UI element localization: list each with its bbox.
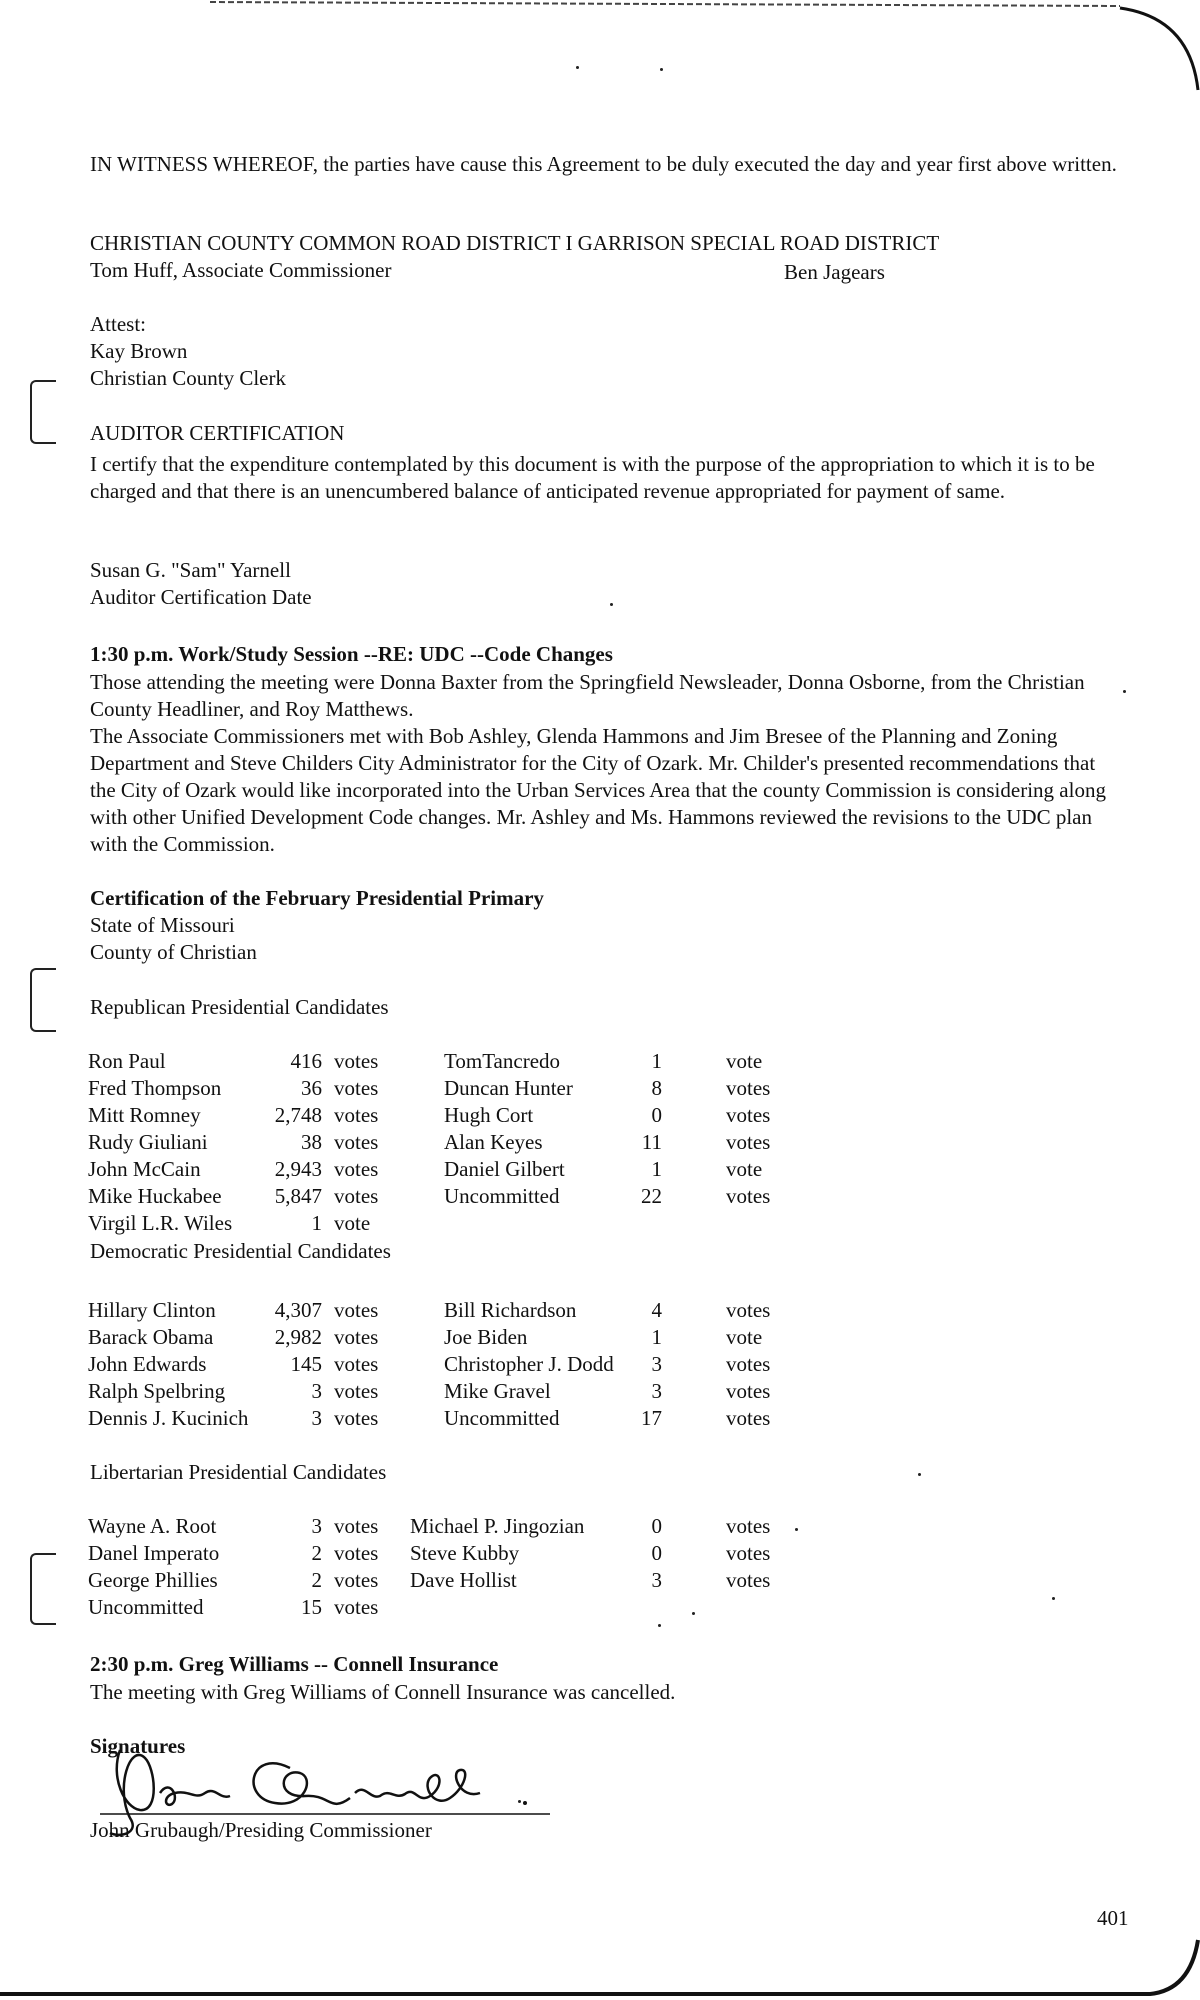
session-heading: 1:30 p.m. Work/Study Session --RE: UDC --Code Changes bbox=[90, 642, 613, 666]
candidate-name: Duncan Hunter bbox=[444, 1076, 573, 1100]
candidate-name: Steve Kubby bbox=[410, 1541, 520, 1565]
vote-count: 2,982 bbox=[274, 1325, 322, 1349]
candidate-name: Dennis J. Kucinich bbox=[88, 1406, 249, 1430]
vote-unit: votes bbox=[334, 1130, 379, 1154]
vote-unit: votes bbox=[726, 1103, 771, 1127]
vote-unit: vote bbox=[334, 1211, 371, 1235]
vote-count: 1 bbox=[651, 1325, 662, 1349]
vote-count: 0 bbox=[651, 1541, 662, 1565]
candidate-name: John Edwards bbox=[88, 1352, 207, 1376]
vote-unit: votes bbox=[726, 1130, 771, 1154]
vote-count: 1 bbox=[651, 1157, 662, 1181]
candidate-name: Uncommitted bbox=[88, 1595, 204, 1619]
vote-count: 0 bbox=[651, 1103, 662, 1127]
vote-count: 8 bbox=[651, 1076, 662, 1100]
auditor-name: Susan G. "Sam" Yarnell bbox=[90, 558, 291, 582]
certification-county: County of Christian bbox=[90, 940, 257, 964]
vote-unit: votes bbox=[334, 1184, 379, 1208]
signer-left: Tom Huff, Associate Commissioner bbox=[90, 258, 392, 282]
candidate-name: Alan Keyes bbox=[444, 1130, 543, 1154]
vote-unit: votes bbox=[334, 1352, 379, 1376]
republican-heading: Republican Presidential Candidates bbox=[90, 995, 389, 1019]
vote-count: 38 bbox=[301, 1130, 322, 1154]
scan-speck bbox=[1052, 1597, 1055, 1600]
vote-count: 2 bbox=[311, 1568, 322, 1592]
candidate-name: Danel Imperato bbox=[88, 1541, 220, 1565]
signature-caption: John Grubaugh/Presiding Commissioner bbox=[90, 1818, 432, 1842]
vote-count: 11 bbox=[641, 1130, 662, 1154]
vote-count: 1 bbox=[651, 1049, 662, 1073]
candidate-name: Hugh Cort bbox=[444, 1103, 534, 1127]
vote-count: 3 bbox=[651, 1568, 662, 1592]
candidate-name: Uncommitted bbox=[444, 1406, 560, 1430]
vote-unit: votes bbox=[334, 1103, 379, 1127]
vote-unit: votes bbox=[334, 1049, 379, 1073]
vote-unit: votes bbox=[334, 1595, 379, 1619]
candidate-name: Virgil L.R. Wiles bbox=[88, 1211, 233, 1235]
scan-speck bbox=[610, 603, 613, 606]
session-summary: The Associate Commissioners met with Bob Ashley, Glenda Hammons and Jim Bresee of the Planning and Zoning Department and Steve Childers City Administrator for the City of Ozark. Mr. Childer's presented recommendations that the City of Ozark would like incorporated into the Urban Services Area that the county Commission is considering along with other Unified Development Code changes. Mr. Ashley and Ms. Hammons reviewed the revisions to the UDC plan with the Commission. bbox=[90, 724, 1106, 856]
auditor-text: I certify that the expenditure contemplated by this document is with the purpose of the appropriation to which it is to be charged and that there is an unencumbered balance of anticipated revenue appropriated for payment of same. bbox=[90, 452, 1095, 503]
vote-unit: vote bbox=[726, 1157, 763, 1181]
vote-unit: votes bbox=[334, 1568, 379, 1592]
candidate-name: Michael P. Jingozian bbox=[410, 1514, 585, 1538]
signer-right: Ben Jagears bbox=[784, 260, 885, 284]
vote-count: 3 bbox=[311, 1514, 322, 1538]
districts-line: CHRISTIAN COUNTY COMMON ROAD DISTRICT I GARRISON SPECIAL ROAD DISTRICT bbox=[90, 231, 940, 255]
vote-count: 4 bbox=[651, 1298, 662, 1322]
vote-count: 3 bbox=[311, 1406, 322, 1430]
candidate-name: George Phillies bbox=[88, 1568, 218, 1592]
vote-unit: votes bbox=[726, 1406, 771, 1430]
margin-bracket bbox=[30, 968, 56, 1032]
vote-count: 2,943 bbox=[274, 1157, 322, 1181]
vote-count: 3 bbox=[651, 1379, 662, 1403]
scan-speck bbox=[1123, 690, 1126, 693]
candidate-name: Ron Paul bbox=[88, 1049, 166, 1073]
scan-speck bbox=[918, 1473, 921, 1476]
candidate-name: Bill Richardson bbox=[444, 1298, 577, 1322]
candidate-name: Ralph Spelbring bbox=[88, 1379, 226, 1403]
candidate-name: Fred Thompson bbox=[88, 1076, 222, 1100]
vote-count: 416 bbox=[290, 1049, 322, 1073]
vote-count: 17 bbox=[641, 1406, 662, 1430]
vote-count: 2,748 bbox=[274, 1103, 322, 1127]
vote-unit: votes bbox=[726, 1541, 771, 1565]
vote-unit: votes bbox=[334, 1298, 379, 1322]
vote-count: 5,847 bbox=[274, 1184, 322, 1208]
vote-unit: votes bbox=[726, 1514, 771, 1538]
vote-unit: votes bbox=[726, 1379, 771, 1403]
vote-count: 4,307 bbox=[274, 1298, 322, 1322]
vote-unit: votes bbox=[334, 1541, 379, 1565]
scan-speck bbox=[660, 68, 663, 71]
vote-unit: votes bbox=[726, 1184, 771, 1208]
vote-count: 3 bbox=[651, 1352, 662, 1376]
candidate-name: Joe Biden bbox=[444, 1325, 528, 1349]
vote-count: 0 bbox=[651, 1514, 662, 1538]
scan-speck bbox=[692, 1612, 695, 1615]
candidate-name: Mike Huckabee bbox=[88, 1184, 222, 1208]
vote-unit: votes bbox=[334, 1379, 379, 1403]
scan-speck bbox=[658, 1624, 661, 1627]
vote-unit: votes bbox=[726, 1568, 771, 1592]
candidate-name: Mike Gravel bbox=[444, 1379, 551, 1403]
insurance-heading: 2:30 p.m. Greg Williams -- Connell Insurance bbox=[90, 1652, 499, 1676]
vote-count: 36 bbox=[301, 1076, 322, 1100]
candidate-name: Christopher J. Dodd bbox=[444, 1352, 614, 1376]
vote-unit: votes bbox=[334, 1076, 379, 1100]
candidate-name: Hillary Clinton bbox=[88, 1298, 216, 1322]
witness-paragraph: IN WITNESS WHEREOF, the parties have cause this Agreement to be duly executed the day and year first above written. bbox=[90, 152, 1117, 176]
vote-unit: votes bbox=[726, 1352, 771, 1376]
candidate-name: TomTancredo bbox=[444, 1049, 561, 1073]
candidate-name: John McCain bbox=[88, 1157, 201, 1181]
candidate-name: Uncommitted bbox=[444, 1184, 560, 1208]
vote-count: 22 bbox=[641, 1184, 662, 1208]
candidate-name: Dave Hollist bbox=[410, 1568, 517, 1592]
candidate-name: Rudy Giuliani bbox=[88, 1130, 208, 1154]
margin-bracket bbox=[30, 1553, 56, 1625]
candidate-name: Wayne A. Root bbox=[88, 1514, 217, 1538]
signatures-heading: Signatures bbox=[90, 1734, 186, 1758]
vote-count: 3 bbox=[311, 1379, 322, 1403]
democratic-heading: Democratic Presidential Candidates bbox=[90, 1239, 391, 1263]
libertarian-heading: Libertarian Presidential Candidates bbox=[90, 1460, 387, 1484]
insurance-text: The meeting with Greg Williams of Connell Insurance was cancelled. bbox=[90, 1680, 676, 1704]
vote-count: 15 bbox=[301, 1595, 322, 1619]
attest-label: Attest: bbox=[90, 312, 146, 336]
vote-unit: votes bbox=[726, 1298, 771, 1322]
vote-unit: votes bbox=[334, 1325, 379, 1349]
candidate-name: Mitt Romney bbox=[88, 1103, 201, 1127]
candidate-name: Daniel Gilbert bbox=[444, 1157, 565, 1181]
vote-count: 1 bbox=[311, 1211, 322, 1235]
page-number: 401 bbox=[1097, 1906, 1129, 1930]
scan-speck bbox=[795, 1528, 798, 1531]
attest-title: Christian County Clerk bbox=[90, 366, 286, 390]
vote-unit: votes bbox=[334, 1406, 379, 1430]
session-attendance: Those attending the meeting were Donna Baxter from the Springfield Newsleader, Donna Osborne, from the Christian County Headliner, and Roy Matthews. bbox=[90, 670, 1085, 721]
candidate-name: Barack Obama bbox=[88, 1325, 214, 1349]
vote-unit: votes bbox=[334, 1514, 379, 1538]
vote-unit: votes bbox=[726, 1076, 771, 1100]
vote-unit: vote bbox=[726, 1325, 763, 1349]
margin-bracket bbox=[30, 380, 56, 444]
auditor-heading: AUDITOR CERTIFICATION bbox=[90, 421, 345, 445]
auditor-date-label: Auditor Certification Date bbox=[90, 585, 312, 609]
vote-count: 145 bbox=[290, 1352, 322, 1376]
attest-name: Kay Brown bbox=[90, 339, 188, 363]
vote-unit: vote bbox=[726, 1049, 763, 1073]
certification-state: State of Missouri bbox=[90, 913, 235, 937]
certification-heading: Certification of the February Presidential Primary bbox=[90, 886, 544, 910]
vote-count: 2 bbox=[311, 1541, 322, 1565]
vote-unit: votes bbox=[334, 1157, 379, 1181]
scan-speck bbox=[576, 66, 579, 69]
